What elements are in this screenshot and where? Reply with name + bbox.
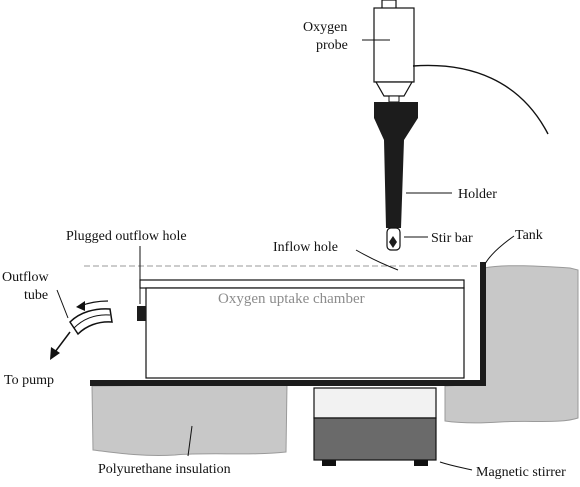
label-outflow-tube-line2: tube	[24, 288, 49, 303]
outflow-arrow-head	[76, 301, 85, 311]
tank-right-wall	[480, 262, 486, 386]
stirrer-foot-right	[414, 460, 428, 466]
label-oxygen-probe-line2: probe	[316, 38, 348, 53]
tank-floor	[90, 380, 486, 386]
insulation-right-block	[445, 266, 578, 423]
label-inflow-hole: Inflow hole	[273, 240, 338, 255]
outflow-tube	[70, 309, 112, 334]
label-oxygen-probe-line1: Oxygen	[303, 20, 348, 35]
label-plugged-outflow-hole: Plugged outflow hole	[66, 229, 187, 244]
chamber-lid	[140, 280, 464, 288]
to-pump-arrow-head	[50, 347, 60, 360]
to-pump-arrow-shaft	[55, 332, 70, 352]
probe-taper	[376, 82, 412, 96]
magnetic-stirrer	[314, 388, 436, 466]
label-to-pump: To pump	[4, 373, 54, 388]
leader-outflow-tube	[57, 290, 68, 318]
label-holder: Holder	[458, 187, 497, 202]
label-outflow-tube-line1: Outflow	[2, 270, 49, 285]
label-polyurethane-insulation: Polyurethane insulation	[98, 462, 231, 477]
probe-cable	[413, 65, 548, 134]
label-stir-bar: Stir bar	[431, 231, 473, 246]
stirrer-top	[314, 388, 436, 418]
oxygen-uptake-chamber	[140, 280, 464, 378]
stirrer-base	[314, 418, 436, 460]
label-magnetic-stirrer: Magnetic stirrer	[476, 465, 566, 480]
holder-body	[374, 102, 418, 228]
stirrer-foot-left	[322, 460, 336, 466]
label-tank: Tank	[515, 228, 543, 243]
probe-tip	[389, 96, 399, 102]
leader-inflow-hole	[356, 250, 398, 270]
holder	[374, 102, 418, 250]
outflow-plug	[137, 306, 146, 321]
probe-body	[374, 8, 414, 82]
leader-magnetic-stirrer	[440, 462, 472, 470]
chamber-label: Oxygen uptake chamber	[218, 291, 365, 307]
outflow-tube-body	[70, 309, 112, 334]
leader-tank	[485, 236, 514, 264]
